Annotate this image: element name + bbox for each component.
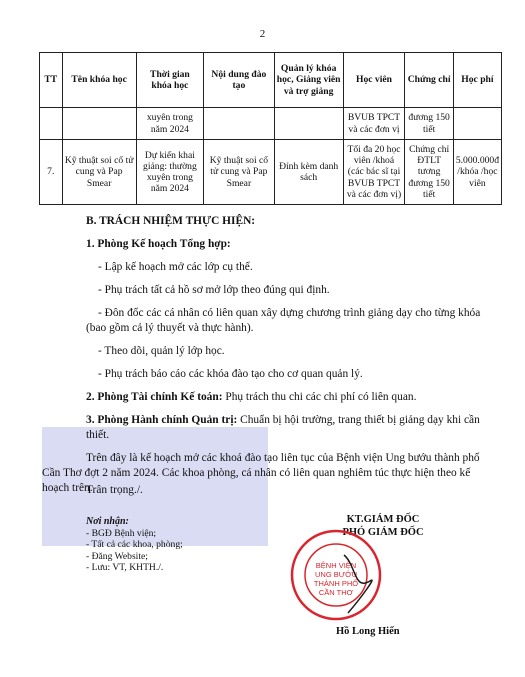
stamp-line: THÀNH PHỐ — [313, 579, 359, 588]
dept-paragraph — [86, 390, 488, 405]
page-number: 2 — [259, 28, 266, 40]
recipients-title: Nơi nhận: — [86, 516, 129, 527]
list-item: - Lập kế hoạch mở các lớp cụ thể. — [98, 261, 253, 273]
stamp-line: CẦN THƠ — [318, 588, 354, 597]
table-cell: đương 150 tiết — [405, 108, 453, 140]
table-cell: Tối đa 20 học viên /khoá (các bác sĩ tại BVUB TPCT và các đơn vị) — [343, 140, 405, 205]
table-cell: Kỹ thuật soi cổ tử cung và Pap Smear — [204, 140, 275, 205]
summary-paragraph: Trên đây là kế hoạch mở các khoá đào tạo liên tục của Bệnh viện Ung bướu thành phố Cần Thơ đợt 2 năm 2024. Các khoa phòng, cá nhân có liên quan nghiêm túc thực hiện theo kế hoạch trên. — [42, 452, 480, 494]
official-stamp — [286, 525, 386, 625]
table-cell: xuyên trong năm 2024 — [136, 108, 203, 140]
table-cell — [40, 108, 63, 140]
table-cell — [62, 108, 136, 140]
list-item: - Đôn đốc các cá nhân có liên quan xây dựng chương trình giảng dạy cho từng khóa (bao gồm cả lý thuyết và thực hành). — [86, 307, 481, 334]
dept-text: Chuẩn bị hội trường, trang thiết bị giảng dạy khi cần thiết. — [86, 414, 480, 441]
signer-name: Hồ Long Hiển — [336, 626, 400, 637]
table-row — [40, 140, 502, 205]
dept-title: 3. Phòng Hành chính Quản trị: — [86, 414, 238, 426]
signature-line: KT.GIÁM ĐỐC — [346, 514, 420, 525]
col-header: Thời gian khóa học — [136, 53, 203, 108]
closing-text: Trân trọng./. — [86, 484, 143, 496]
table-row — [40, 108, 502, 140]
dept-text: Phụ trách thu chi các chi phí có liên quan. — [222, 391, 417, 403]
col-header: Quản lý khóa học, Giảng viên và trợ giảng — [274, 53, 343, 108]
col-header: Tên khóa học — [62, 53, 136, 108]
dept-paragraph — [58, 413, 488, 443]
course-table — [39, 52, 502, 205]
table-cell — [274, 108, 343, 140]
section-heading: B. TRÁCH NHIỆM THỰC HIỆN: — [86, 215, 256, 227]
table-cell: Đính kèm danh sách — [274, 140, 343, 205]
table-cell — [204, 108, 275, 140]
recipient-item: - Đăng Website; — [86, 550, 148, 562]
col-header: Học viên — [343, 53, 405, 108]
list-item: - Phụ trách báo cáo các khóa đào tạo cho cơ quan quản lý. — [98, 368, 363, 380]
list-item: - Phụ trách tất cả hồ sơ mở lớp theo đúng qui định. — [98, 284, 330, 296]
recipient-item: - Tất cả các khoa, phòng; — [86, 539, 183, 550]
table-cell: Kỹ thuật soi cổ tử cung và Pap Smear — [62, 140, 136, 205]
table-cell: Chứng chỉ ĐTLT tương đương 150 tiết — [405, 140, 453, 205]
col-header: Học phí — [453, 53, 501, 108]
table-cell: 7. — [40, 140, 63, 205]
col-header: Nội dung đào tạo — [204, 53, 275, 108]
col-header: TT — [40, 53, 63, 108]
recipient-item: - BGĐ Bệnh viện; — [86, 527, 157, 539]
dept-title: 2. Phòng Tài chính Kế toán: — [86, 391, 223, 403]
stamp-line: UNG BƯỚU — [314, 570, 358, 579]
recipients-block — [86, 516, 183, 574]
signature-line: PHÓ GIÁM ĐỐC — [342, 527, 424, 538]
responsibilities-section — [42, 214, 488, 504]
table-cell: 5.000.000đ /khóa /học viên — [453, 140, 501, 205]
stamp-line: BỆNH VIỆN — [315, 561, 357, 570]
table-cell: BVUB TPCT và các đơn vị — [343, 108, 405, 140]
table-header-row — [40, 53, 502, 108]
table-cell — [453, 108, 501, 140]
col-header: Chứng chỉ — [405, 53, 453, 108]
list-item: - Theo dõi, quản lý lớp học. — [98, 345, 225, 357]
recipient-item: - Lưu: VT, KHTH./. — [86, 562, 164, 573]
table-cell: Dự kiến khai giảng: thường xuyên trong năm 2024 — [136, 140, 203, 205]
dept-title: 1. Phòng Kế hoạch Tổng hợp: — [86, 238, 231, 250]
